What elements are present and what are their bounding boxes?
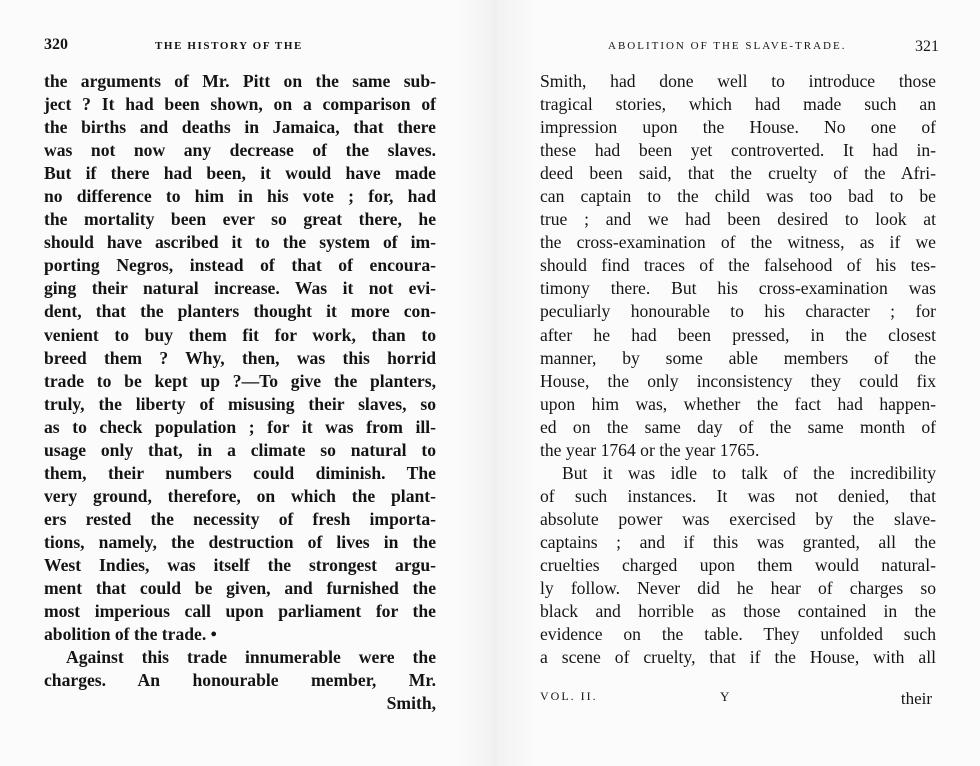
text-line: But it was idle to talk of the incredibility — [562, 462, 936, 483]
text-line: upon him was, whether the fact had happen- — [540, 393, 936, 414]
right-page — [490, 0, 980, 766]
text-line: should find traces of the falsehood of his tes- — [540, 255, 936, 276]
text-line: deed been said, that the cruelty of the Afri- — [540, 163, 936, 184]
text-line: very ground, therefore, on which the plant- — [44, 485, 436, 506]
text-line: the arguments of Mr. Pitt on the same sub- — [44, 71, 436, 91]
text-line: after he had been pressed, in the closest — [540, 324, 936, 345]
text-line: cruelties charged upon them would natural- — [540, 554, 936, 575]
text-line: ed on the same day of the same month of — [540, 416, 936, 437]
text-line: But if there had been, it would have made — [44, 163, 436, 184]
text-line: tions, namely, the destruction of lives in the — [44, 531, 436, 552]
text-line: breed them ? Why, then, was this horrid — [44, 347, 436, 368]
text-line: Against this trade innumerable were the — [66, 647, 436, 668]
text-line: manner, by some able members of the — [540, 347, 936, 368]
right-page-body — [540, 70, 936, 669]
left-page-body — [44, 70, 436, 715]
text-line: truly, the liberty of misusing their slaves, so — [44, 393, 436, 414]
text-line: of such instances. It was not denied, that — [540, 485, 936, 506]
text-line: dent, that the planters thought it more con- — [44, 301, 436, 322]
text-line: charges. An honourable member, Mr. — [44, 670, 436, 691]
signature-mark: Y — [720, 689, 730, 704]
text-line: timony there. But his cross-examination was — [540, 278, 936, 299]
catchword-left: Smith, — [386, 693, 436, 714]
text-line: porting Negros, instead of that of encoura- — [44, 255, 436, 276]
text-line: ly follow. Never did he hear of charges so — [540, 578, 936, 599]
text-line: absolute power was exercised by the slave- — [540, 508, 936, 529]
text-line: the year 1764 or the year 1765. — [540, 439, 760, 460]
text-line: the mortality been ever so great there, he — [44, 209, 436, 230]
text-line: ers rested the necessity of fresh importa- — [44, 508, 436, 529]
text-line: West Indies, was itself the strongest argu- — [44, 554, 436, 575]
text-line: the births and deaths in Jamaica, that there — [44, 117, 436, 138]
running-head-left: THE HISTORY OF THE — [155, 40, 303, 52]
text-line: venient to buy them fit for work, than to — [44, 324, 436, 345]
text-line: usage only that, in a climate so natural to — [44, 439, 436, 460]
text-line: peculiarly honourable to his character ; for — [540, 301, 936, 322]
text-line: true ; and we had been desired to look at — [540, 209, 936, 230]
text-line: was not now any decrease of the slaves. — [44, 140, 436, 161]
text-line: the cross-examination of the witness, as if we — [540, 232, 936, 253]
text-line: can captain to the child was too bad to be — [540, 186, 936, 207]
left-page — [0, 0, 470, 766]
text-line: as to check population ; for it was from ill- — [44, 416, 436, 437]
text-line: should have ascribed it to the system of im- — [44, 232, 436, 253]
text-line: ment that could be given, and furnished the — [44, 578, 436, 599]
text-line: evidence on the table. They unfolded such — [540, 624, 936, 645]
text-line: Smith, had done well to introduce those — [540, 71, 936, 91]
catchword-right: their — [900, 689, 932, 708]
text-line: no difference to him in his vote ; for, had — [44, 186, 436, 207]
text-line: captains ; and if this was granted, all the — [540, 531, 936, 552]
text-line: black and horrible as those contained in the — [540, 601, 936, 622]
text-line: these had been yet controverted. It had in- — [540, 140, 936, 161]
text-line: ject ? It had been shown, on a comparison of — [44, 94, 436, 115]
text-line: a scene of cruelty, that if the House, with all — [540, 647, 936, 668]
page-number-right: 321 — [915, 38, 939, 55]
text-line: ging their natural increase. Was it not evi- — [44, 278, 436, 299]
page-number-left: 320 — [44, 36, 68, 53]
text-line: trade to be kept up ?—To give the planters, — [44, 370, 436, 391]
text-line: most imperious call upon parliament for the — [44, 601, 436, 622]
text-line: tragical stories, which had made such an — [540, 94, 936, 115]
text-line: impression upon the House. No one of — [540, 117, 936, 138]
text-line: them, their numbers could diminish. The — [44, 462, 436, 483]
text-line: abolition of the trade. • — [44, 624, 217, 645]
volume-marker: VOL. II. — [540, 689, 598, 703]
page-footer — [540, 689, 936, 712]
running-head-right: ABOLITION OF THE SLAVE-TRADE. — [608, 40, 847, 52]
text-line: House, the only inconsistency they could fix — [540, 370, 936, 391]
